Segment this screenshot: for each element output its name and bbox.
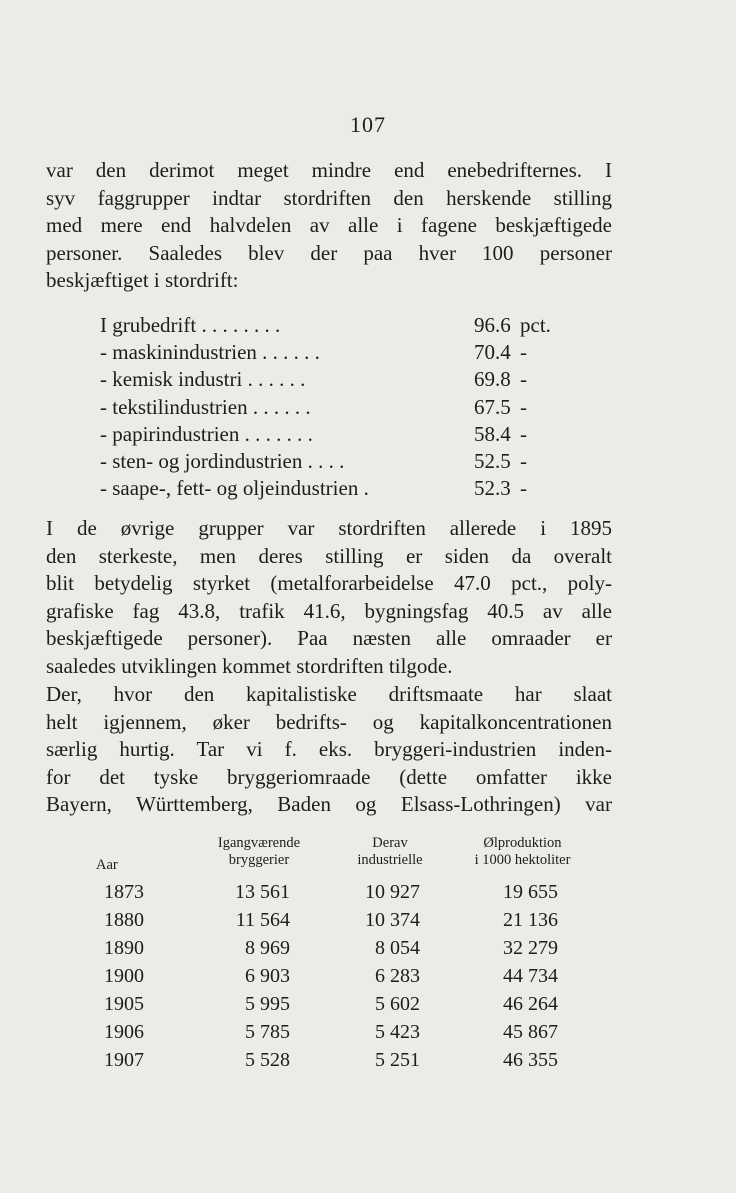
cell-derav: 5 251 xyxy=(375,1049,420,1071)
list-item-label: - papirindustrien . . . . . . . xyxy=(100,421,313,446)
cell-derav: 10 374 xyxy=(365,909,420,931)
cell-igangvaerende: 6 903 xyxy=(245,965,290,987)
cell-igangvaerende: 13 561 xyxy=(235,881,290,903)
cell-derav: 10 927 xyxy=(365,881,420,903)
paragraph-3 xyxy=(46,681,612,819)
paragraph-1 xyxy=(46,157,612,295)
list-item xyxy=(100,312,620,339)
text-line: blit betydelig styrket (metalforarbeidelse 47.0 pct., poly- xyxy=(46,571,612,596)
cell-olproduktion: 21 136 xyxy=(503,909,558,931)
cell-olproduktion: 19 655 xyxy=(503,881,558,903)
table-row xyxy=(90,990,610,1018)
header-igangvaerende xyxy=(194,835,324,869)
text-line: særlig hurtig. Tar vi f. eks. bryggeri-industrien inden- xyxy=(46,737,612,762)
list-item-label: - tekstilindustrien . . . . . . xyxy=(100,394,311,419)
text-line: beskjæftiget i stordrift: xyxy=(46,268,239,293)
text-line: var den derimot meget mindre end enebedrifternes. I xyxy=(46,158,612,182)
list-item-unit: pct. xyxy=(520,313,551,337)
cell-olproduktion: 46 264 xyxy=(503,993,558,1015)
list-item-value: 96.6 xyxy=(474,313,511,337)
list-item xyxy=(100,339,620,366)
text-line: I de øvrige grupper var stordriften allerede i 1895 xyxy=(46,516,612,540)
list-item-unit: - xyxy=(520,394,527,419)
text-line: helt igjennem, øker bedrifts- og kapitalkoncentrationen xyxy=(46,709,612,734)
text-line: syv faggrupper indtar stordriften den herskende stilling xyxy=(46,185,612,210)
header-igangvaerende-line1: Igangværende xyxy=(217,835,301,851)
text-line: med mere end halvdelen av alle i fagene beskjæftigede xyxy=(46,213,612,238)
list-item-value: 67.5 xyxy=(474,394,511,419)
list-item-label: - saape-, fett- og oljeindustrien . xyxy=(100,476,369,501)
list-item xyxy=(100,475,620,502)
cell-olproduktion: 32 279 xyxy=(503,937,558,959)
cell-year: 1890 xyxy=(104,937,144,959)
cell-igangvaerende: 8 969 xyxy=(245,937,290,959)
list-item-value: 52.5 xyxy=(474,448,511,473)
list-item-value: 58.4 xyxy=(474,421,511,446)
table-row xyxy=(90,878,610,906)
header-derav xyxy=(340,835,440,869)
list-item xyxy=(100,421,620,448)
cell-olproduktion: 44 734 xyxy=(503,965,558,987)
text-line: Der, hvor den kapitalistiske driftsmaate har slaat xyxy=(46,682,612,706)
text-line: den sterkeste, men deres stilling er siden da overalt xyxy=(46,543,612,568)
cell-derav: 6 283 xyxy=(375,965,420,987)
list-item xyxy=(100,448,620,475)
list-item-label: - maskinindustrien . . . . . . xyxy=(100,340,320,365)
list-item-unit: - xyxy=(520,367,527,392)
header-derav-line1: Derav xyxy=(372,835,408,851)
table-row xyxy=(90,934,610,962)
header-derav-line2: industrielle xyxy=(357,852,423,868)
list-item-value: 52.3 xyxy=(474,476,511,501)
paragraph-2 xyxy=(46,515,612,681)
text-line: Bayern, Württemberg, Baden og Elsass-Lothringen) var xyxy=(46,792,612,817)
cell-year: 1900 xyxy=(104,965,144,987)
cell-year: 1905 xyxy=(104,993,144,1015)
table-row xyxy=(90,962,610,990)
list-item xyxy=(100,366,620,393)
cell-derav: 8 054 xyxy=(375,937,420,959)
list-item-unit: - xyxy=(520,448,527,473)
table-row xyxy=(90,906,610,934)
page-number: 107 xyxy=(350,112,386,137)
list-item xyxy=(100,394,620,421)
list-item-unit: - xyxy=(520,340,527,365)
list-item-label: - sten- og jordindustrien . . . . xyxy=(100,448,345,473)
text-line: grafiske fag 43.8, trafik 41.6, bygningsfag 40.5 av alle xyxy=(46,598,612,623)
cell-igangvaerende: 5 528 xyxy=(245,1049,290,1071)
table-row xyxy=(90,1046,610,1074)
header-olproduktion xyxy=(450,835,595,869)
header-olproduktion-line1: Ølproduktion xyxy=(483,835,562,851)
cell-olproduktion: 45 867 xyxy=(503,1021,558,1043)
table-row xyxy=(90,1018,610,1046)
cell-olproduktion: 46 355 xyxy=(503,1049,558,1071)
cell-year: 1880 xyxy=(104,909,144,931)
list-item-unit: - xyxy=(520,476,527,501)
text-line: beskjæftigede personer). Paa næsten alle omraader er xyxy=(46,626,612,651)
cell-derav: 5 423 xyxy=(375,1021,420,1043)
list-item-value: 69.8 xyxy=(474,367,511,392)
cell-year: 1907 xyxy=(104,1049,144,1071)
header-aar: Aar xyxy=(96,857,118,873)
cell-derav: 5 602 xyxy=(375,993,420,1015)
cell-year: 1873 xyxy=(104,881,144,903)
cell-year: 1906 xyxy=(104,1021,144,1043)
cell-igangvaerende: 5 995 xyxy=(245,993,290,1015)
header-igangvaerende-line2: bryggerier xyxy=(228,852,290,868)
cell-igangvaerende: 5 785 xyxy=(245,1021,290,1043)
cell-igangvaerende: 11 564 xyxy=(235,909,290,931)
list-item-label: - kemisk industri . . . . . . xyxy=(100,367,306,392)
header-olproduktion-line2: i 1000 hektoliter xyxy=(474,852,571,868)
industry-list xyxy=(100,312,620,502)
list-item-label: I grubedrift . . . . . . . . xyxy=(100,313,281,337)
text-line: saaledes utviklingen kommet stordriften tilgode. xyxy=(46,653,453,678)
list-item-unit: - xyxy=(520,421,527,446)
text-line: personer. Saaledes blev der paa hver 100 personer xyxy=(46,240,612,265)
list-item-value: 70.4 xyxy=(474,340,511,365)
text-line: for det tyske bryggeriomraade (dette omfatter ikke xyxy=(46,764,612,789)
